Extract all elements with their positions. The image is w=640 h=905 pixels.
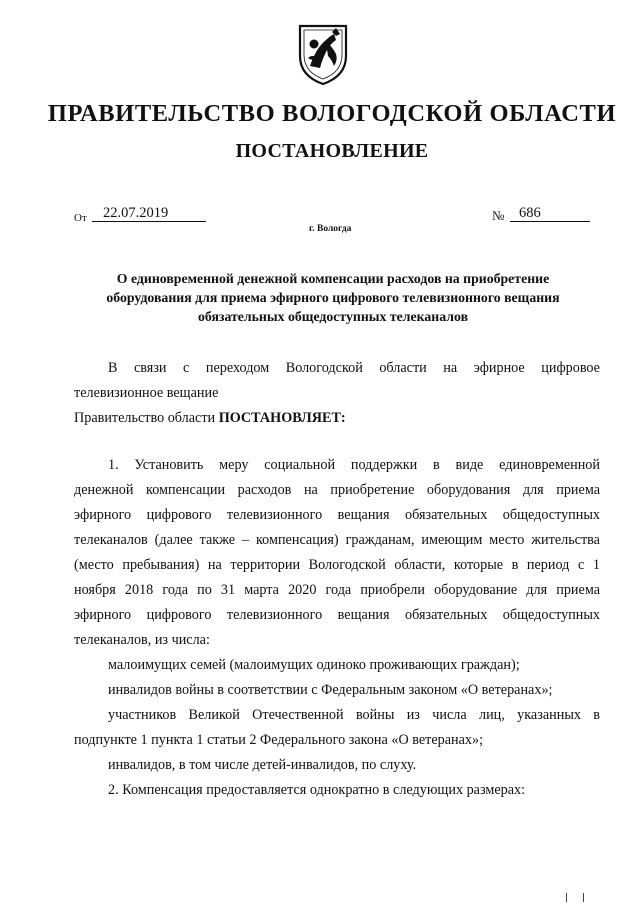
category-line: инвалидов, в том числе детей-инвалидов, по слуху. [108, 757, 417, 773]
date-prefix: От [74, 212, 87, 224]
item1-line: (место пребывания) на территории Вологодской области, которые в период с 1 [74, 557, 600, 573]
item1-line: эфирного цифрового телевизионного вещания обязательных общедоступных [74, 607, 600, 623]
preamble-line: телевизионное вещание [74, 385, 219, 401]
category-line: малоимущих семей (малоимущих одиноко проживающих граждан); [108, 657, 520, 673]
item1-line: телеканалов (далее также – компенсация) гражданам, имеющим место жительства [74, 532, 600, 548]
document-body [74, 356, 600, 803]
category-line: инвалидов войны в соответствии с Федеральным законом «О ветеранах»; [108, 682, 553, 698]
category-line: подпункте 1 пункта 1 статьи 2 Федерального закона «О ветеранах»; [74, 732, 484, 748]
number-prefix: № [492, 208, 505, 223]
preamble-line: В связи с переходом Вологодской области на эфирное цифровое [108, 360, 600, 376]
item1-line: 1. Установить меру социальной поддержки в виде единовременной [108, 457, 600, 473]
document-heading [60, 269, 606, 326]
scan-mark [566, 893, 567, 902]
decree-word: ПОСТАНОВЛЯЕТ: [218, 410, 346, 426]
vologda-coat-of-arms-icon [296, 22, 350, 86]
category-line: участников Великой Отечественной войны из числа лиц, указанных в [108, 707, 600, 723]
government-title: ПРАВИТЕЛЬСТВО ВОЛОГОДСКОЙ ОБЛАСТИ [47, 100, 617, 127]
scan-mark [583, 893, 584, 902]
item2-line: 2. Компенсация предоставляется однократно в следующих размерах: [108, 782, 526, 798]
heading-line: оборудования для приема эфирного цифрового телевизионного вещания [106, 290, 560, 305]
item1-line: ноября 2018 года по 31 марта 2020 года приобрели оборудование для приема [74, 582, 600, 598]
decree-line [74, 406, 600, 431]
city: г. Вологда [309, 224, 352, 234]
item1-line: телеканалов, из числа: [74, 632, 210, 648]
heading-line: обязательных общедоступных телеканалов [197, 309, 469, 324]
document-date: 22.07.2019 [103, 205, 169, 221]
document-type: ПОСТАНОВЛЕНИЕ [235, 140, 429, 162]
decree-prefix: Правительство области [74, 410, 219, 426]
item1-line: денежной компенсации расходов на приобретение оборудования для приема [74, 482, 600, 498]
heading-line: О единовременной денежной компенсации расходов на приобретение [116, 271, 550, 286]
item1-line: эфирного цифрового телевизионного вещания обязательных общедоступных [74, 507, 600, 523]
document-number: 686 [519, 205, 541, 221]
